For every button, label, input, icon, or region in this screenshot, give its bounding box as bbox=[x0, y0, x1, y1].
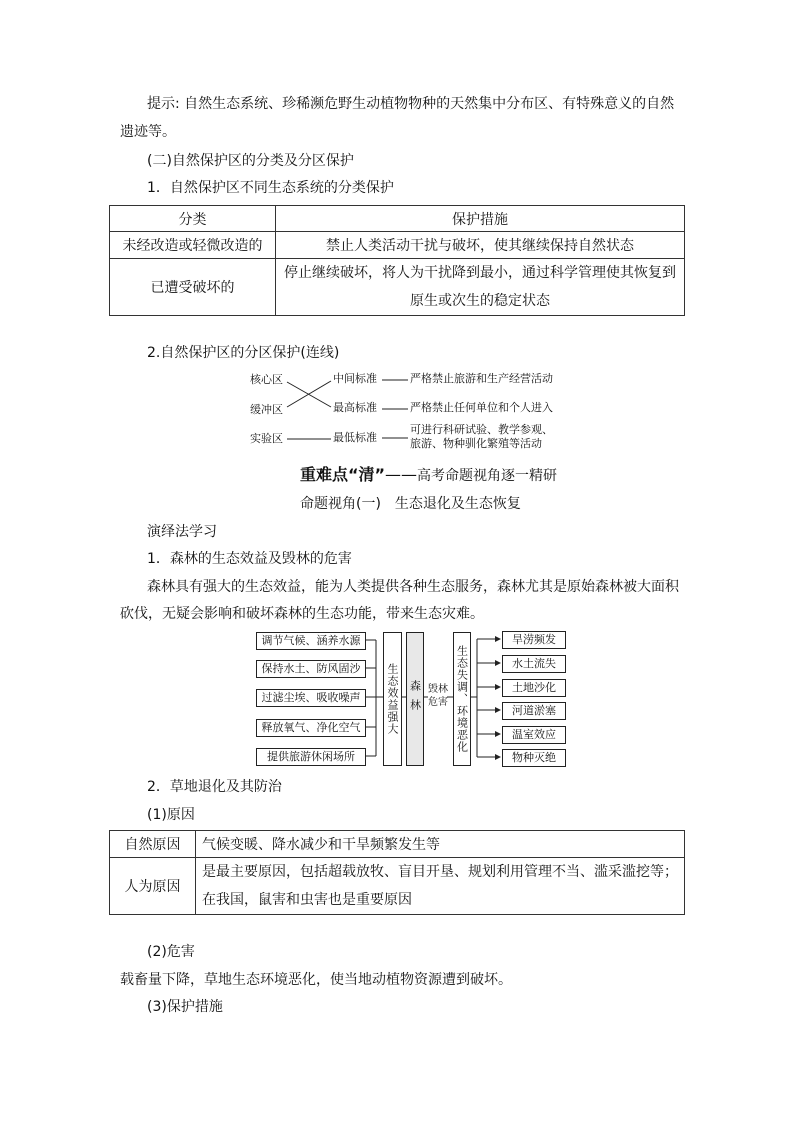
harm-text: 载畜量下降，草地生态环境恶化，使当地动植物资源遭到破坏。 bbox=[120, 972, 512, 988]
benefit-box: 调节气候、涵养水源 bbox=[256, 632, 366, 650]
hint-line-1: 提示: 自然生态系统、珍稀濒危野生动植物物种的天然集中分布区、有特殊意义的自然 bbox=[147, 96, 675, 112]
heading-dash: —— bbox=[385, 465, 418, 484]
classification-table bbox=[109, 205, 685, 316]
method-label: 演绎法学习 bbox=[147, 524, 217, 540]
result-box: 物种灭绝 bbox=[502, 749, 566, 767]
hint-line-2: 遗迹等。 bbox=[120, 124, 176, 140]
rule-no-tourism: 严格禁止旅游和生产经营活动 bbox=[410, 372, 553, 385]
table-cell-line: 停止继续破坏，将人为干扰降到最小，通过科学管理使其恢复到 bbox=[284, 265, 676, 281]
zone-core: 核心区 bbox=[250, 373, 283, 386]
table-cell: 气候变暖、降水减少和干旱频繁发生等 bbox=[196, 831, 685, 858]
table-cell: 禁止人类活动干扰与破坏，使其继续保持自然状态 bbox=[276, 232, 685, 259]
cause-table bbox=[109, 830, 685, 915]
heading-main: 重难点“清” bbox=[300, 465, 386, 484]
forest-center-box bbox=[406, 632, 424, 766]
standard-middle: 中间标准 bbox=[333, 372, 377, 385]
harm-title: (2)危害 bbox=[147, 944, 195, 960]
benefit-label-box bbox=[383, 632, 402, 766]
benefit-box: 释放氧气、净化空气 bbox=[256, 719, 366, 737]
zone-experiment: 实验区 bbox=[250, 432, 283, 445]
benefit-box: 过滤尘埃、吸收噪声 bbox=[256, 689, 366, 707]
result-box: 旱涝频发 bbox=[502, 631, 566, 649]
section-title-protection: (二)自然保护区的分类及分区保护 bbox=[147, 153, 354, 169]
benefit-box: 提供旅游休闲场所 bbox=[256, 748, 366, 766]
table-header: 保护措施 bbox=[276, 206, 685, 232]
table-cell: 自然原因 bbox=[110, 831, 196, 858]
cause-title: (1)原因 bbox=[147, 807, 195, 823]
result-box: 河道淤塞 bbox=[502, 702, 566, 720]
result-box: 水土流失 bbox=[502, 655, 566, 673]
result-box: 温室效应 bbox=[502, 726, 566, 744]
subheading: 命题视角(一) 生态退化及生态恢复 bbox=[300, 496, 521, 512]
benefit-box: 保持水土、防风固沙 bbox=[256, 660, 366, 678]
protect-title: (3)保护措施 bbox=[147, 999, 223, 1015]
table-cell-line: 在我国，鼠害和虫害也是重要原因 bbox=[202, 892, 412, 908]
item2-title: 2.自然保护区的分区保护(连线) bbox=[147, 345, 340, 361]
table-header: 分类 bbox=[110, 206, 276, 232]
zone-buffer: 缓冲区 bbox=[250, 403, 283, 416]
rule-research-line1: 可进行科研试验、教学参观、 bbox=[410, 423, 553, 436]
result-label-box bbox=[453, 632, 471, 766]
table-cell: 已遭受破坏的 bbox=[110, 259, 276, 316]
forest-center-label: 森林 bbox=[408, 680, 422, 718]
rule-research-line2: 旅游、物种驯化繁殖等活动 bbox=[410, 437, 542, 450]
section-heading bbox=[300, 464, 557, 487]
result-box: 土地沙化 bbox=[502, 679, 566, 697]
standard-highest: 最高标准 bbox=[333, 401, 377, 414]
damage-label: 毁林危害 bbox=[428, 684, 448, 708]
result-label: 生态失调、环境恶化 bbox=[455, 645, 469, 753]
forest-para-line-2: 砍伐，无疑会影响和破坏森林的生态功能，带来生态灾难。 bbox=[120, 606, 484, 622]
table-cell-line: 原生或次生的稳定状态 bbox=[410, 293, 550, 309]
table-cell-line: 是最主要原因，包括超载放牧、盲目开垦、规划利用管理不当、滥采滥挖等； bbox=[202, 864, 678, 880]
item1-title: 1．自然保护区不同生态系统的分类保护 bbox=[147, 180, 394, 196]
table-cell bbox=[196, 858, 685, 915]
table-cell: 人为原因 bbox=[110, 858, 196, 915]
forest-title: 1．森林的生态效益及毁林的危害 bbox=[147, 551, 352, 567]
rule-no-entry: 严格禁止任何单位和个人进入 bbox=[410, 401, 553, 414]
forest-para-line-1: 森林具有强大的生态效益，能为人类提供各种生态服务，森林尤其是原始森林被大面积 bbox=[147, 579, 679, 595]
grass-title: 2．草地退化及其防治 bbox=[147, 779, 282, 795]
table-cell: 未经改造或轻微改造的 bbox=[110, 232, 276, 259]
benefit-label: 生态效益强大 bbox=[386, 663, 399, 735]
standard-lowest: 最低标准 bbox=[333, 431, 377, 444]
table-cell bbox=[276, 259, 685, 316]
heading-rest: 高考命题视角逐一精研 bbox=[417, 468, 558, 484]
